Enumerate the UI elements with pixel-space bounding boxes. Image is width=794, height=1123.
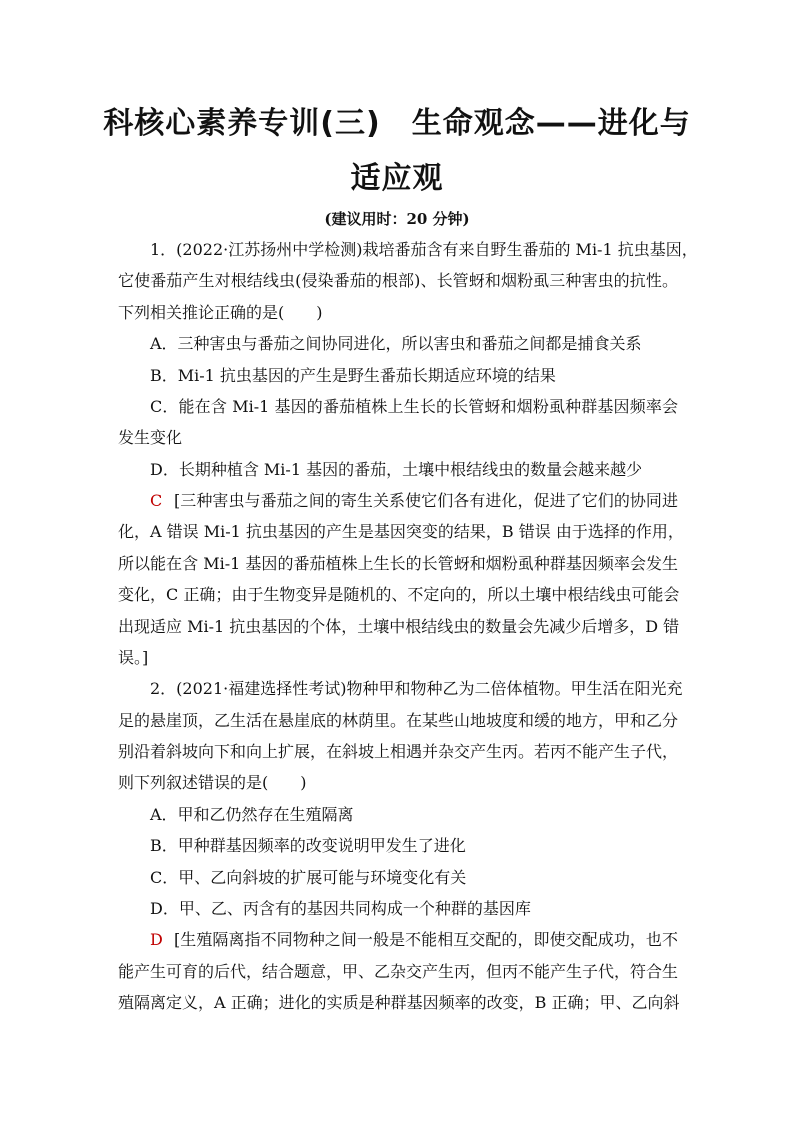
question-2-stem: 足的悬崖顶，乙生活在悬崖底的林荫里。在某些山地坡度和缓的地方，甲和乙分 bbox=[118, 711, 679, 730]
question-2-option-a: A．甲和乙仍然存在生殖隔离 bbox=[150, 805, 354, 824]
page-title-continued: 适应观 bbox=[350, 161, 444, 196]
question-1-explanation: 变化，C 正确；由于生物变异是随机的、不定向的，所以土壤中根结线虫可能会 bbox=[118, 585, 680, 604]
question-2-option-c: C．甲、乙向斜坡的扩展可能与环境变化有关 bbox=[150, 868, 467, 887]
question-1-option-a: A．三种害虫与番茄之间协同进化，所以害虫和番茄之间都是捕食关系 bbox=[150, 334, 642, 353]
question-2-option-b: B．甲种群基因频率的改变说明甲发生了进化 bbox=[150, 836, 466, 855]
question-2-answer: D bbox=[150, 930, 163, 949]
question-1-explanation: 出现适应 Mi-1 抗虫基因的个体，土壤中根结线虫的数量会先减少后增多，D 错 bbox=[118, 617, 680, 636]
question-2-explanation: [生殖隔离指不同物种之间一般是不能相互交配的，即使交配成功，也不 bbox=[174, 930, 678, 949]
question-1-explanation: 误。] bbox=[118, 648, 149, 667]
question-2-stem: 别沿着斜坡向下和向上扩展，在斜坡上相遇并杂交产生丙。若丙不能产生子代， bbox=[118, 742, 679, 761]
question-1-option-c-continued: 发生变化 bbox=[118, 428, 183, 447]
question-2-stem: 则下列叙述错误的是( ) bbox=[118, 773, 307, 792]
question-1-stem: 1．(2022·江苏扬州中学检测)栽培番茄含有来自野生番茄的 Mi-1 抗虫基因， bbox=[150, 240, 698, 259]
suggested-time-note: (建议用时：20 分钟) bbox=[324, 210, 470, 228]
question-2-stem: 2．(2021·福建选择性考试)物种甲和物种乙为二倍体植物。甲生活在阳光充 bbox=[150, 679, 683, 698]
question-1-stem: 它使番茄产生对根结线虫(侵染番茄的根部)、长管蚜和烟粉虱三种害虫的抗性。 bbox=[118, 271, 678, 290]
question-2-option-d: D．甲、乙、丙含有的基因共同构成一个种群的基因库 bbox=[150, 899, 531, 918]
question-1-option-d: D．长期种植含 Mi-1 基因的番茄，土壤中根结线虫的数量会越来越少 bbox=[150, 460, 643, 479]
question-1-explanation: [三种害虫与番茄之间的寄生关系使它们各有进化，促进了它们的协同进 bbox=[174, 491, 678, 510]
question-1-explanation: 所以能在含 Mi-1 基因的番茄植株上生长的长管蚜和烟粉虱种群基因频率会发生 bbox=[118, 554, 678, 573]
question-2-explanation: 能产生可育的后代，结合题意，甲、乙杂交产生丙，但丙不能产生子代，符合生 bbox=[118, 962, 679, 981]
page-title: 科核心素养专训(三) 生命观念——进化与 bbox=[103, 106, 691, 141]
question-1-explanation: 化，A 错误 Mi-1 抗虫基因的产生是基因突变的结果，B 错误 由于选择的作用， bbox=[118, 522, 684, 541]
question-1-option-c: C．能在含 Mi-1 基因的番茄植株上生长的长管蚜和烟粉虱种群基因频率会 bbox=[150, 397, 678, 416]
question-1-option-b: B．Mi-1 抗虫基因的产生是野生番茄长期适应环境的结果 bbox=[150, 366, 556, 385]
question-1-stem: 下列相关推论正确的是( ) bbox=[118, 303, 323, 322]
question-2-explanation: 殖隔离定义，A 正确；进化的实质是种群基因频率的改变，B 正确；甲、乙向斜 bbox=[118, 993, 680, 1012]
question-1-answer: C bbox=[150, 491, 163, 510]
